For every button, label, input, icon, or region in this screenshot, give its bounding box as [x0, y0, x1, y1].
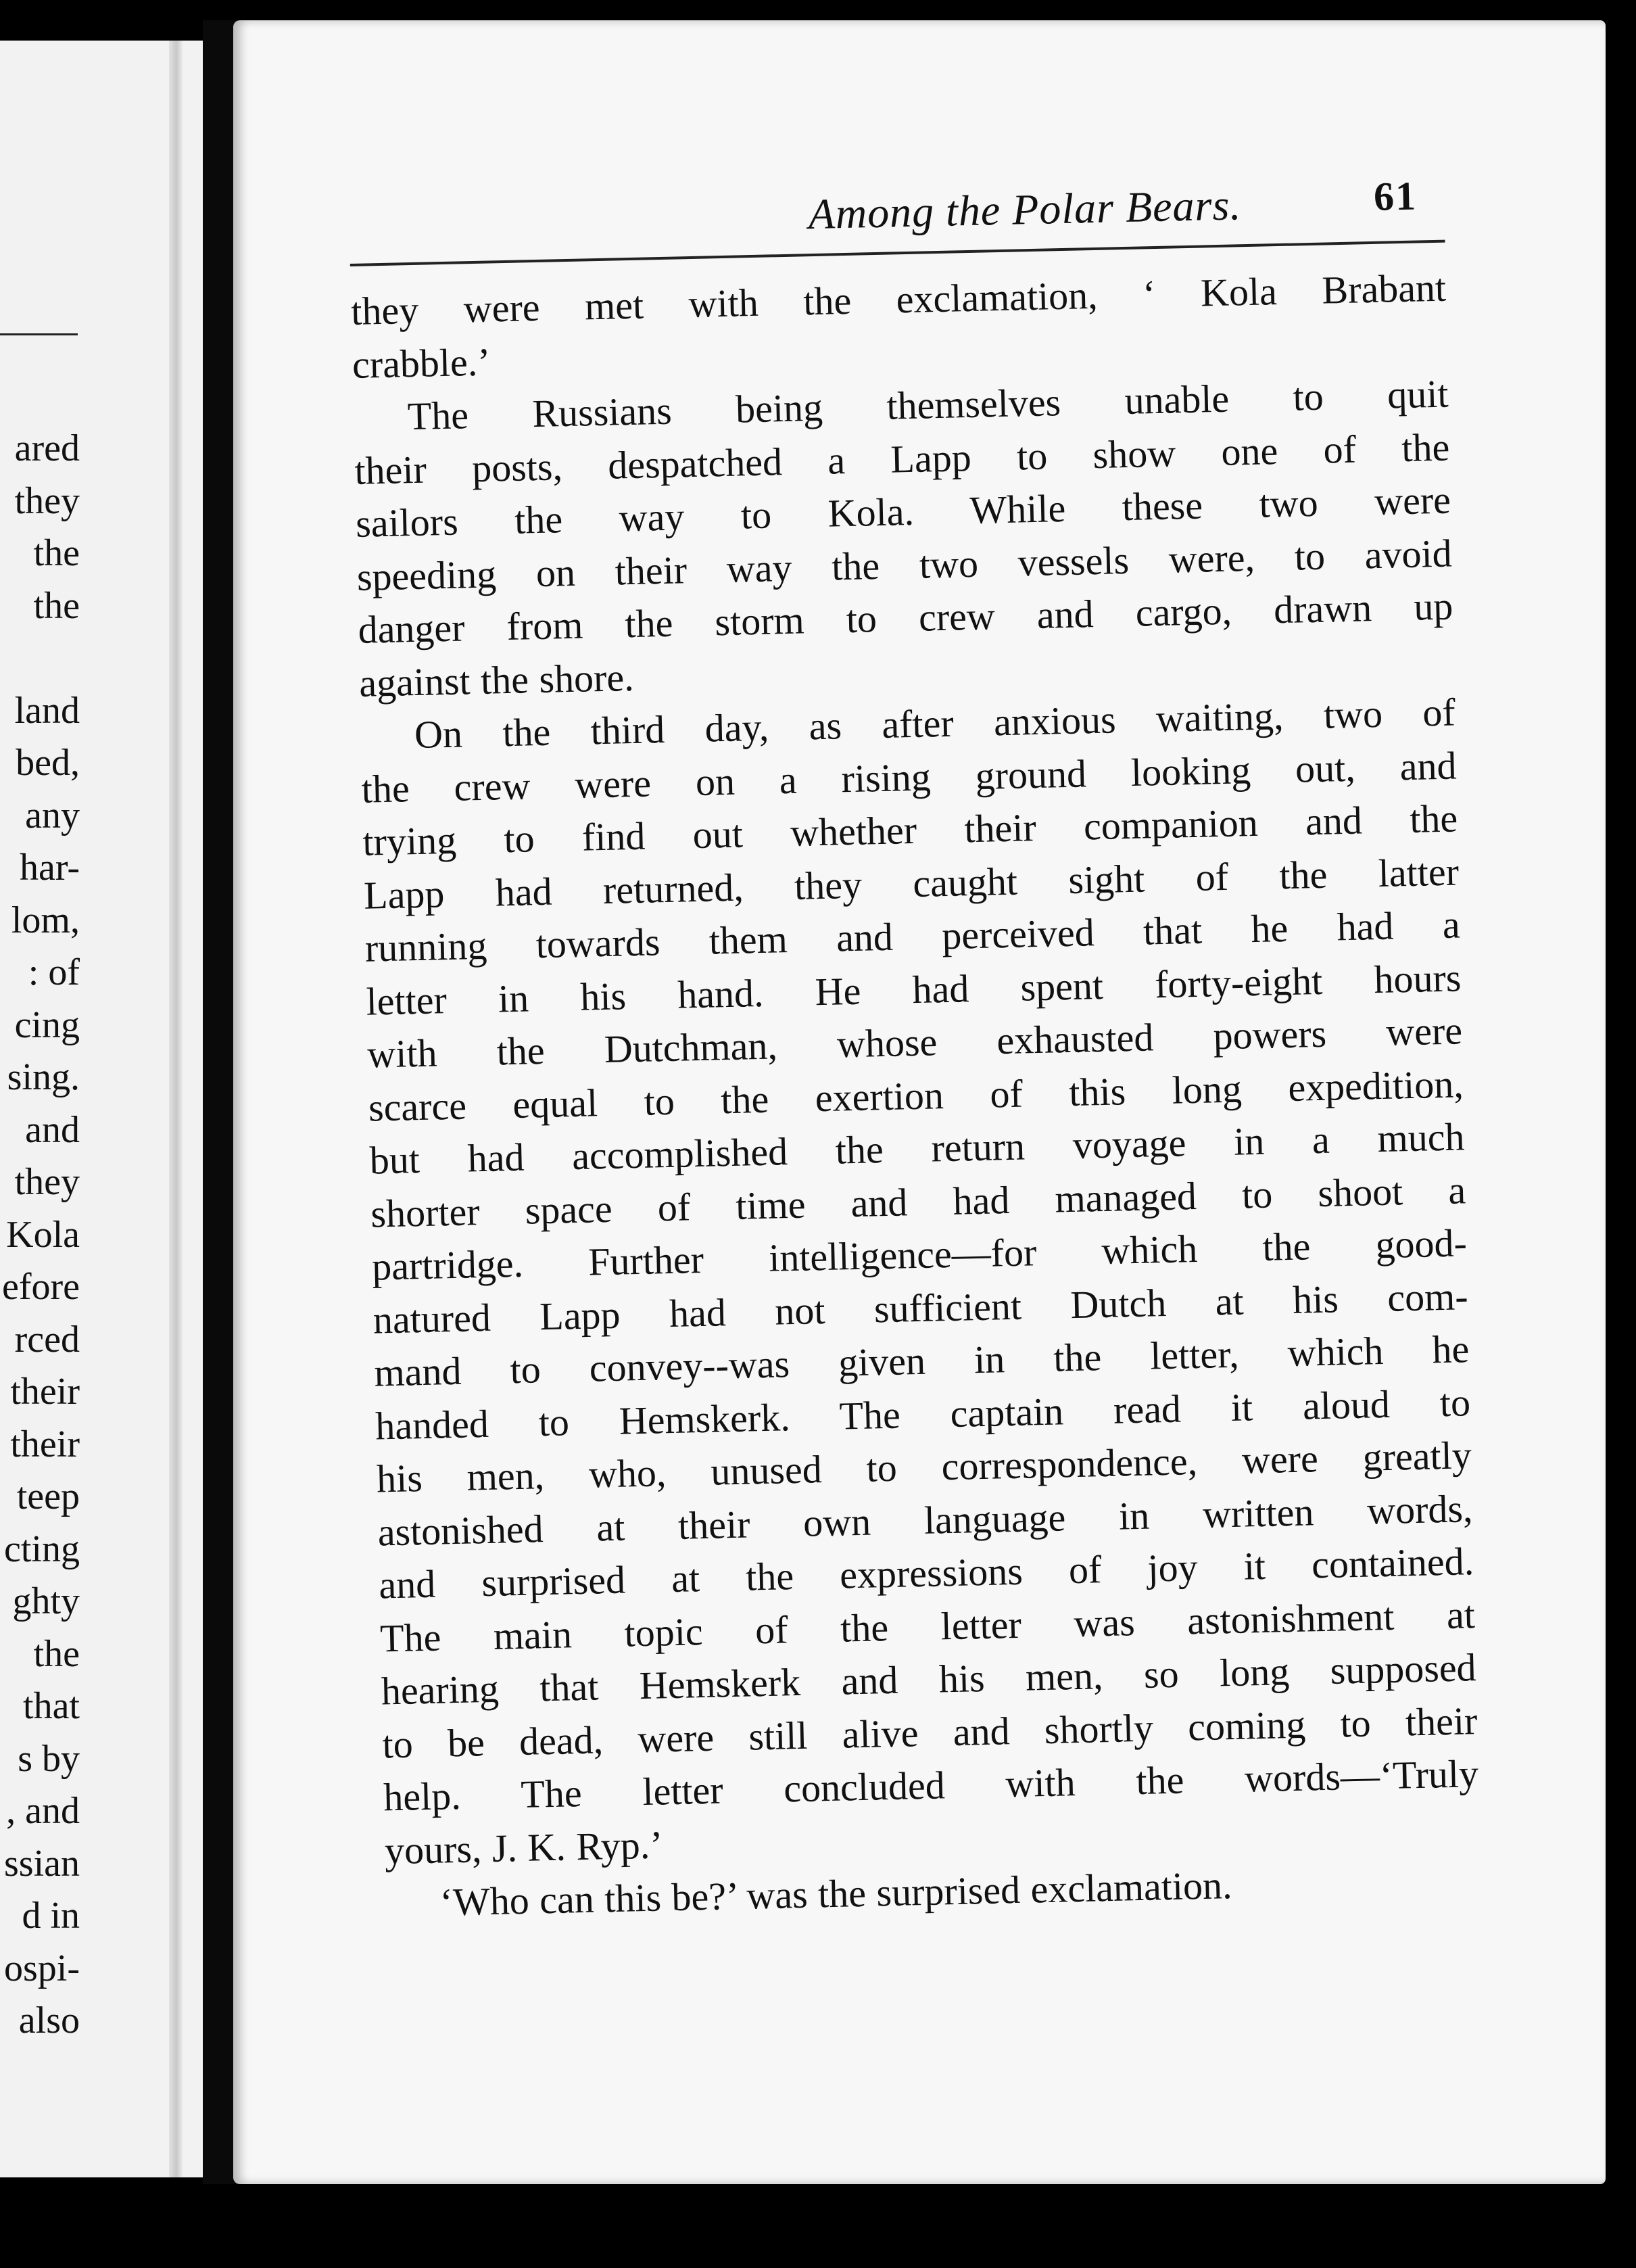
text-line: The Russians being themselves unable to quit [407, 371, 1449, 439]
text-line: hearing that Hemskerk and his men, so long supposed [381, 1645, 1477, 1714]
text-line: Lapp had returned, they caught sight of the latter [363, 849, 1460, 918]
left-page-fragment-line: efore [1, 1266, 80, 1308]
text-line: his men, who, unused to correspondence, were greatly [376, 1433, 1472, 1501]
left-page-fragment-line: d in [22, 1895, 80, 1937]
text-line: partridge. Further intelligence—for which the good- [371, 1221, 1468, 1289]
text-line: ‘Who can this be?’ was the surprised exclamation. [439, 1863, 1233, 1924]
left-page-fragment-line: ared [14, 427, 80, 469]
text-line: sailors the way to Kola. While these two were [355, 477, 1451, 546]
left-page-text-fragments [2, 423, 80, 2048]
left-page-fragment-line: cing [14, 1003, 80, 1046]
text-line: natured Lapp had not sufficient Dutch at his com- [372, 1273, 1469, 1342]
left-page-fragment-line: they [14, 479, 80, 522]
right-page [233, 20, 1606, 2184]
left-page-fragment-line: : of [28, 951, 80, 993]
left-page-fragment-line: Kola [6, 1213, 80, 1256]
text-line: shorter space of time and had managed to shoot a [370, 1167, 1466, 1236]
body-text [351, 262, 1482, 1931]
left-page-fragment-line: ospi- [4, 1947, 80, 1989]
left-page-fragment-line: rced [14, 1318, 80, 1361]
left-page-fragment-line: and [25, 1108, 80, 1151]
text-line: help. The letter concluded with the words—‘Truly [383, 1751, 1479, 1820]
left-page-fragment-line: the [33, 1632, 80, 1675]
left-page-fragment-line: the [33, 532, 80, 574]
left-page-rule [0, 333, 78, 335]
text-line: astonished at their own language in written words, [377, 1486, 1474, 1555]
text-line: mand to convey--was given in the letter, which he [373, 1327, 1470, 1395]
left-page-fragment-line: the [33, 584, 80, 627]
left-page-fragment-line [2, 632, 80, 685]
page-content [348, 152, 1481, 1931]
running-head [348, 152, 1445, 250]
text-line: with the Dutchman, whose exhausted powers were [366, 1008, 1463, 1077]
left-page-fragment-line: any [25, 794, 80, 836]
left-page-fragment-line: their [10, 1371, 80, 1413]
text-line: yours, J. K. Ryp.’ [384, 1822, 664, 1872]
left-page-fragment-line: also [18, 2000, 80, 2041]
left-page-fragment-line: s by [18, 1737, 80, 1780]
paragraph [353, 368, 1455, 710]
text-line: handed to Hemskerk. The captain read it aloud to [375, 1379, 1471, 1448]
left-page-fragment-line: ghty [12, 1580, 80, 1622]
text-line: against the shore. [358, 655, 635, 705]
text-line: crabble.’ [352, 339, 491, 387]
page-number: 61 [1373, 173, 1418, 219]
text-line: and surprised at the expressions of joy it contained. [378, 1539, 1474, 1607]
left-page-fragment-line: ssian [4, 1842, 80, 1885]
text-line: but had accomplished the return voyage in a much [369, 1114, 1466, 1183]
left-page-fragment-line: land [14, 689, 80, 732]
left-page-inner-edge [169, 41, 184, 2177]
left-page-fragment-line: their [10, 1423, 80, 1465]
running-title: Among the Polar Bears. [808, 181, 1243, 239]
left-page-fragment-line: , and [6, 1790, 80, 1832]
left-page-fragment-line: cting [4, 1528, 80, 1570]
left-page [0, 41, 223, 2177]
text-line: trying to find out whether their companion and the [362, 796, 1458, 864]
text-line: scarce equal to the exertion of this long expedition, [368, 1061, 1464, 1130]
left-page-fragment-line: bed, [16, 742, 80, 784]
text-line: The main topic of the letter was astonishment at [379, 1592, 1476, 1660]
text-line: On the third day, as after anxious waiting, two of [414, 690, 1456, 757]
text-line: to be dead, were still alive and shortly coming to their [381, 1698, 1478, 1766]
paragraph [360, 686, 1480, 1877]
left-page-fragment-line: teep [16, 1475, 80, 1517]
text-line: running towards them and perceived that he had a [364, 902, 1461, 970]
text-line: they were met with the exclamation, ‘ Kola Brabant [350, 265, 1447, 333]
left-page-fragment-line: sing. [7, 1056, 80, 1098]
left-page-fragment-line: lom, [11, 899, 80, 941]
left-page-fragment-line: they [14, 1161, 80, 1203]
left-page-fragment-line: that [23, 1685, 80, 1727]
left-page-fragment-line: har- [19, 847, 80, 889]
text-line: letter in his hand. He had spent forty-eight hours [365, 955, 1462, 1024]
text-line: danger from the storm to crew and cargo, drawn up [357, 584, 1453, 652]
text-line: speeding on their way the two vessels were, to avoid [356, 531, 1453, 599]
text-line: the crew were on a rising ground looking out, and [361, 742, 1458, 811]
text-line: their posts, despatched a Lapp to show one of the [354, 425, 1450, 493]
